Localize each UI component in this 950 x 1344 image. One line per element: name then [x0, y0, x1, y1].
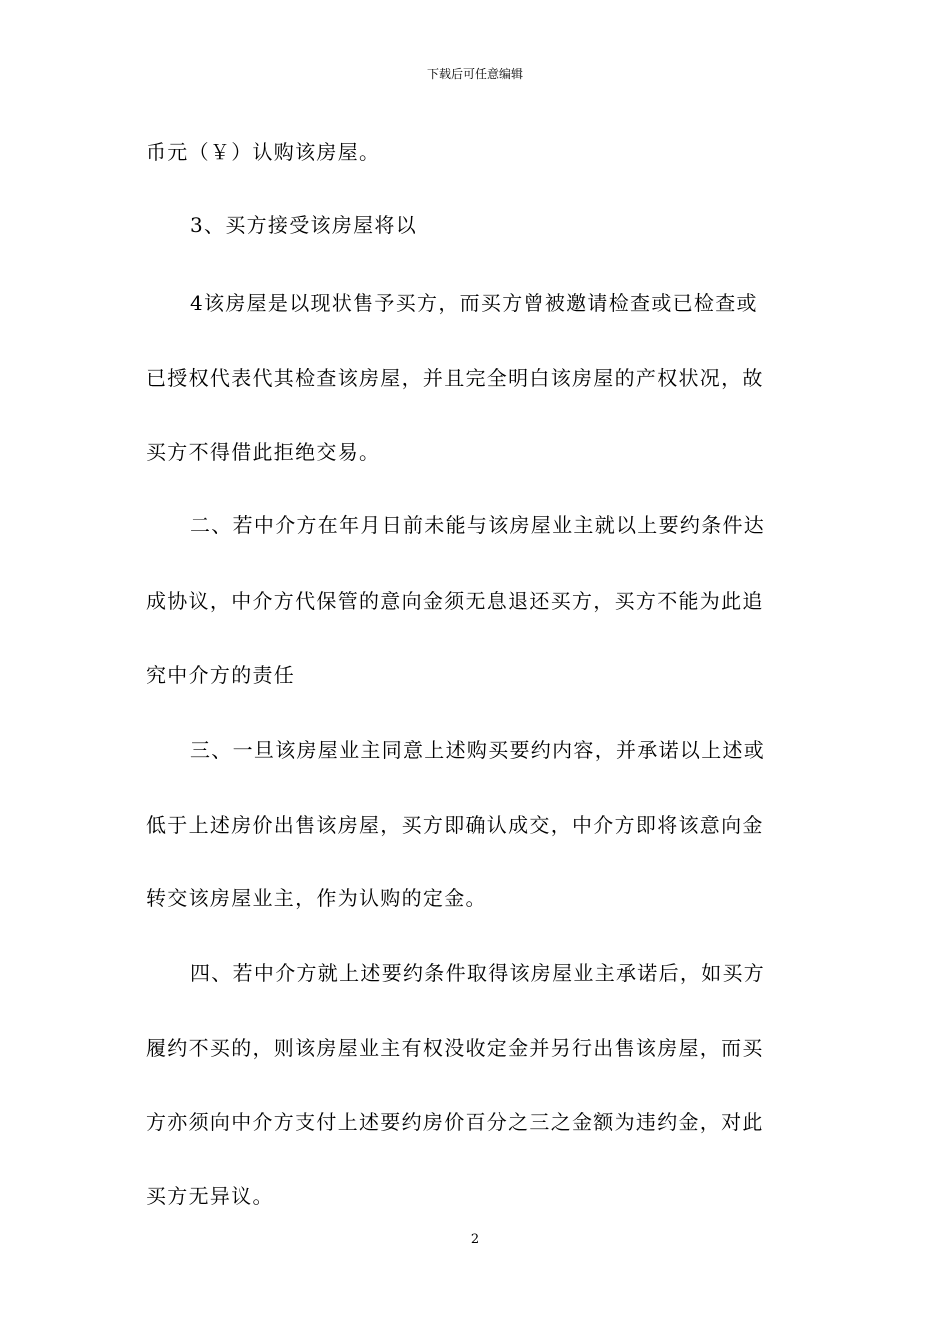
text-line-2: 3、买方接受该房屋将以: [190, 213, 418, 237]
text-line-8: 究中介方的责任: [146, 663, 296, 687]
text-line-7: 成协议，中介方代保管的意向金须无息退还买方，买方不能为此追: [146, 589, 764, 613]
text-line-12: 四、若中介方就上述要约条件取得该房屋业主承诺后，如买方: [190, 961, 766, 985]
text-line-15: 买方无异议。: [146, 1184, 274, 1208]
text-line-1: 币元（￥）认购该房屋。: [146, 140, 381, 164]
text-line-6: 二、若中介方在年月日前未能与该房屋业主就以上要约条件达: [190, 513, 766, 537]
text-line-13: 履约不买的，则该房屋业主有权没收定金并另行出售该房屋，而买: [146, 1036, 764, 1060]
text-line-14: 方亦须向中介方支付上述要约房价百分之三之金额为违约金，对此: [146, 1110, 764, 1134]
text-line-11: 转交该房屋业主，作为认购的定金。: [146, 886, 487, 910]
page-header: 下载后可任意编辑: [426, 67, 523, 81]
text-line-9: 三、一旦该房屋业主同意上述购买要约内容，并承诺以上述或: [190, 738, 766, 762]
text-line-3: 4该房屋是以现状售予买方，而买方曾被邀请检查或已检查或: [190, 291, 758, 315]
text-line-5: 买方不得借此拒绝交易。: [146, 440, 381, 464]
text-line-4: 已授权代表代其检查该房屋，并且完全明白该房屋的产权状况，故: [146, 366, 764, 390]
text-line-10: 低于上述房价出售该房屋，买方即确认成交，中介方即将该意向金: [146, 813, 764, 837]
page-number: 2: [470, 1232, 480, 1247]
